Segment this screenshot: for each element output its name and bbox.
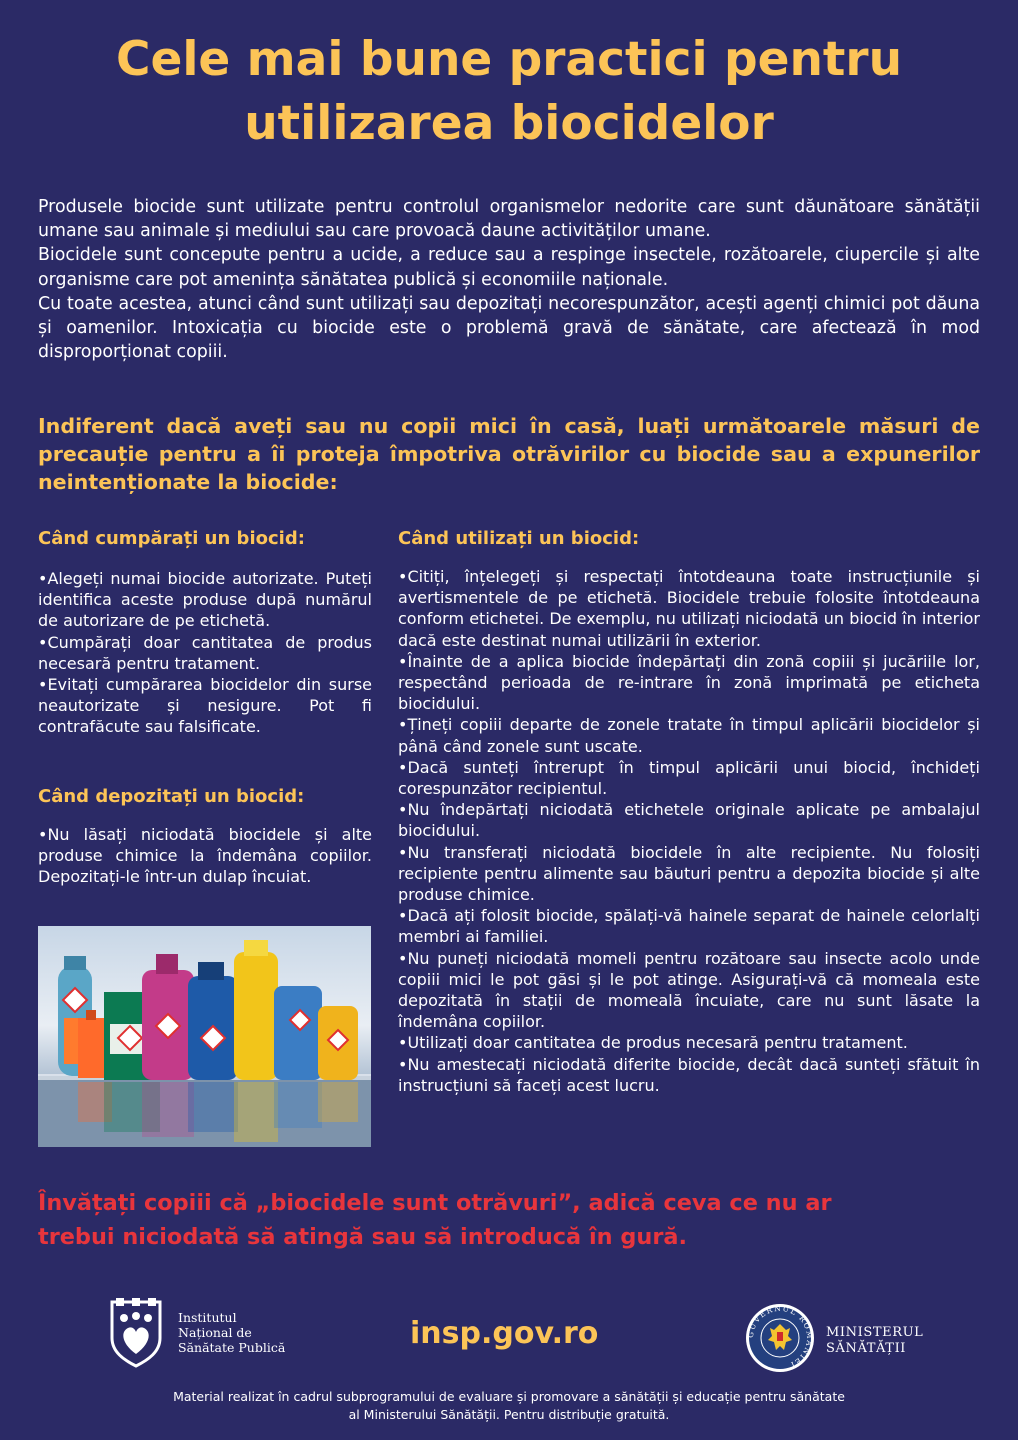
ministry-name-line: SĂNĂTĂȚII [826, 1341, 907, 1356]
government-seal-logo [744, 1302, 816, 1378]
using-heading: Când utilizați un biocid: [398, 528, 640, 549]
credits-line: al Ministerului Sănătății. Pentru distribuție gratuită. [348, 1407, 670, 1422]
intro-paragraph: Cu toate acestea, atunci când sunt utilizați sau depozitați necorespunzător, acești agenți chimici pot dăuna și oamenilor. Intoxicația cu biocide este o problemă gravă de sănătate, care afectează în mod disproporționat copiii. [38, 293, 980, 363]
list-item: •Nu puneți niciodată momeli pentru rozătoare sau insecte acolo unde copiii mici le pot găsi și le pot atinge. Asigurați-vă că momeala este depozitată în stații de momeală încuiate, care nu sunt lăsate la îndemâna copiilor. [398, 948, 980, 1032]
list-item: •Nu transferați niciodată biocidele în alte recipiente. Nu folosiți recipiente pentru alimente sau băuturi pentru a depozita biocide și alte produse chimice. [398, 842, 980, 905]
list-item: •Evitați cumpărarea biocidelor din surse neautorizate și nesigure. Pot fi contrafăcute sau falsificate. [38, 675, 372, 737]
insp-name [178, 1310, 285, 1355]
list-item: •Dacă ați folosit biocide, spălați-vă hainele separat de hainele celorlalți membri ai familiei. [398, 906, 980, 947]
intro-text [38, 195, 980, 364]
credits-line: Material realizat în cadrul subprogramului de evaluare și promovare a sănătății și educație pentru sănătate [173, 1389, 845, 1404]
ministry-name [826, 1325, 923, 1357]
using-list [398, 566, 980, 1096]
list-item: •Citiți, înțelegeți și respectați întotdeauna toate instrucțiunile și avertismentele de pe etichetă. Biocidele trebuie folosite întotdeauna conform etichetei. De exemplu, nu utilizați niciodată un biocid în interior dacă este destinat numai utilizării în exterior. [398, 567, 980, 650]
insp-name-line: Național de [178, 1325, 252, 1340]
insp-shield-logo [108, 1296, 164, 1372]
website-link[interactable]: insp.gov.ro [410, 1316, 599, 1351]
buying-list [38, 568, 372, 738]
intro-paragraph: Produsele biocide sunt utilizate pentru controlul organismelor nedorite care sunt dăunătoare sănătății umane sau animale și mediului sau care provoacă daune activităților umane. [38, 197, 980, 242]
list-item: •Nu îndepărtați niciodată etichetele originale aplicate pe ambalajul biocidului. [398, 800, 980, 841]
buying-heading: Când cumpărați un biocid: [38, 528, 305, 549]
closing-line-1: Învățați copiii că „biocidele sunt otrăvuri”, adică ceva ce nu ar [38, 1190, 832, 1216]
bottles-illustration [38, 926, 371, 1147]
list-item: •Înainte de a aplica biocide îndepărtați din zonă copiii și jucăriile lor, respectând perioada de re-intrare în zonă imprimată pe eticheta biocidului. [398, 651, 980, 714]
list-item: •Nu lăsați niciodată biocidele și alte produse chimice la îndemâna copiilor. Depozitați-le într-un dulap încuiat. [38, 825, 372, 887]
intro-paragraph: Biocidele sunt concepute pentru a ucide, a reduce sau a respinge insectele, rozătoarele, ciupercile și alte organisme care pot amenința sănătatea publică și economiile naționale. [38, 245, 980, 290]
list-item: •Alegeți numai biocide autorizate. Puteți identifica aceste produse după numărul de autorizare de pe etichetă. [38, 569, 372, 631]
storing-list [38, 824, 372, 888]
page-title [40, 28, 978, 156]
list-item: •Nu amestecați niciodată diferite biocide, decât dacă sunteți sfătuit în instrucțiuni să faceți acest lucru. [398, 1054, 980, 1095]
biocide-bottles-photo [38, 926, 371, 1147]
precautions-lead: Indiferent dacă aveți sau nu copii mici în casă, luați următoarele măsuri de precauție pentru a îi proteja împotriva otrăvirilor cu biocide sau a expunerilor neintenționate la biocide: [38, 414, 980, 494]
ministry-name-line: MINISTERUL [826, 1325, 924, 1340]
storing-heading: Când depozitați un biocid: [38, 786, 305, 807]
list-item: •Țineți copiii departe de zonele tratate în timpul aplicării biocidelor și până când zonele sunt uscate. [398, 715, 980, 756]
list-item: •Dacă sunteți întrerupt în timpul aplicării unui biocid, închideți corespunzător recipientul. [398, 757, 980, 799]
title-line-1: Cele mai bune practici pentru [115, 32, 903, 87]
title-line-2: utilizarea biocidelor [244, 96, 774, 151]
closing-warning [38, 1186, 988, 1254]
insp-name-line: Sănătate Publică [178, 1340, 286, 1355]
list-item: •Utilizați doar cantitatea de produs necesară pentru tratament. [398, 1033, 908, 1053]
credits-text [60, 1388, 958, 1424]
closing-line-2: trebui niciodată să atingă sau să introducă în gură. [38, 1224, 687, 1250]
list-item: •Cumpărați doar cantitatea de produs necesară pentru tratament. [38, 632, 372, 673]
insp-name-line: Institutul [178, 1310, 237, 1325]
svg-text:GUVERNUL ROMÂNIEI: GUVERNUL ROMÂNIEI [745, 1303, 815, 1370]
